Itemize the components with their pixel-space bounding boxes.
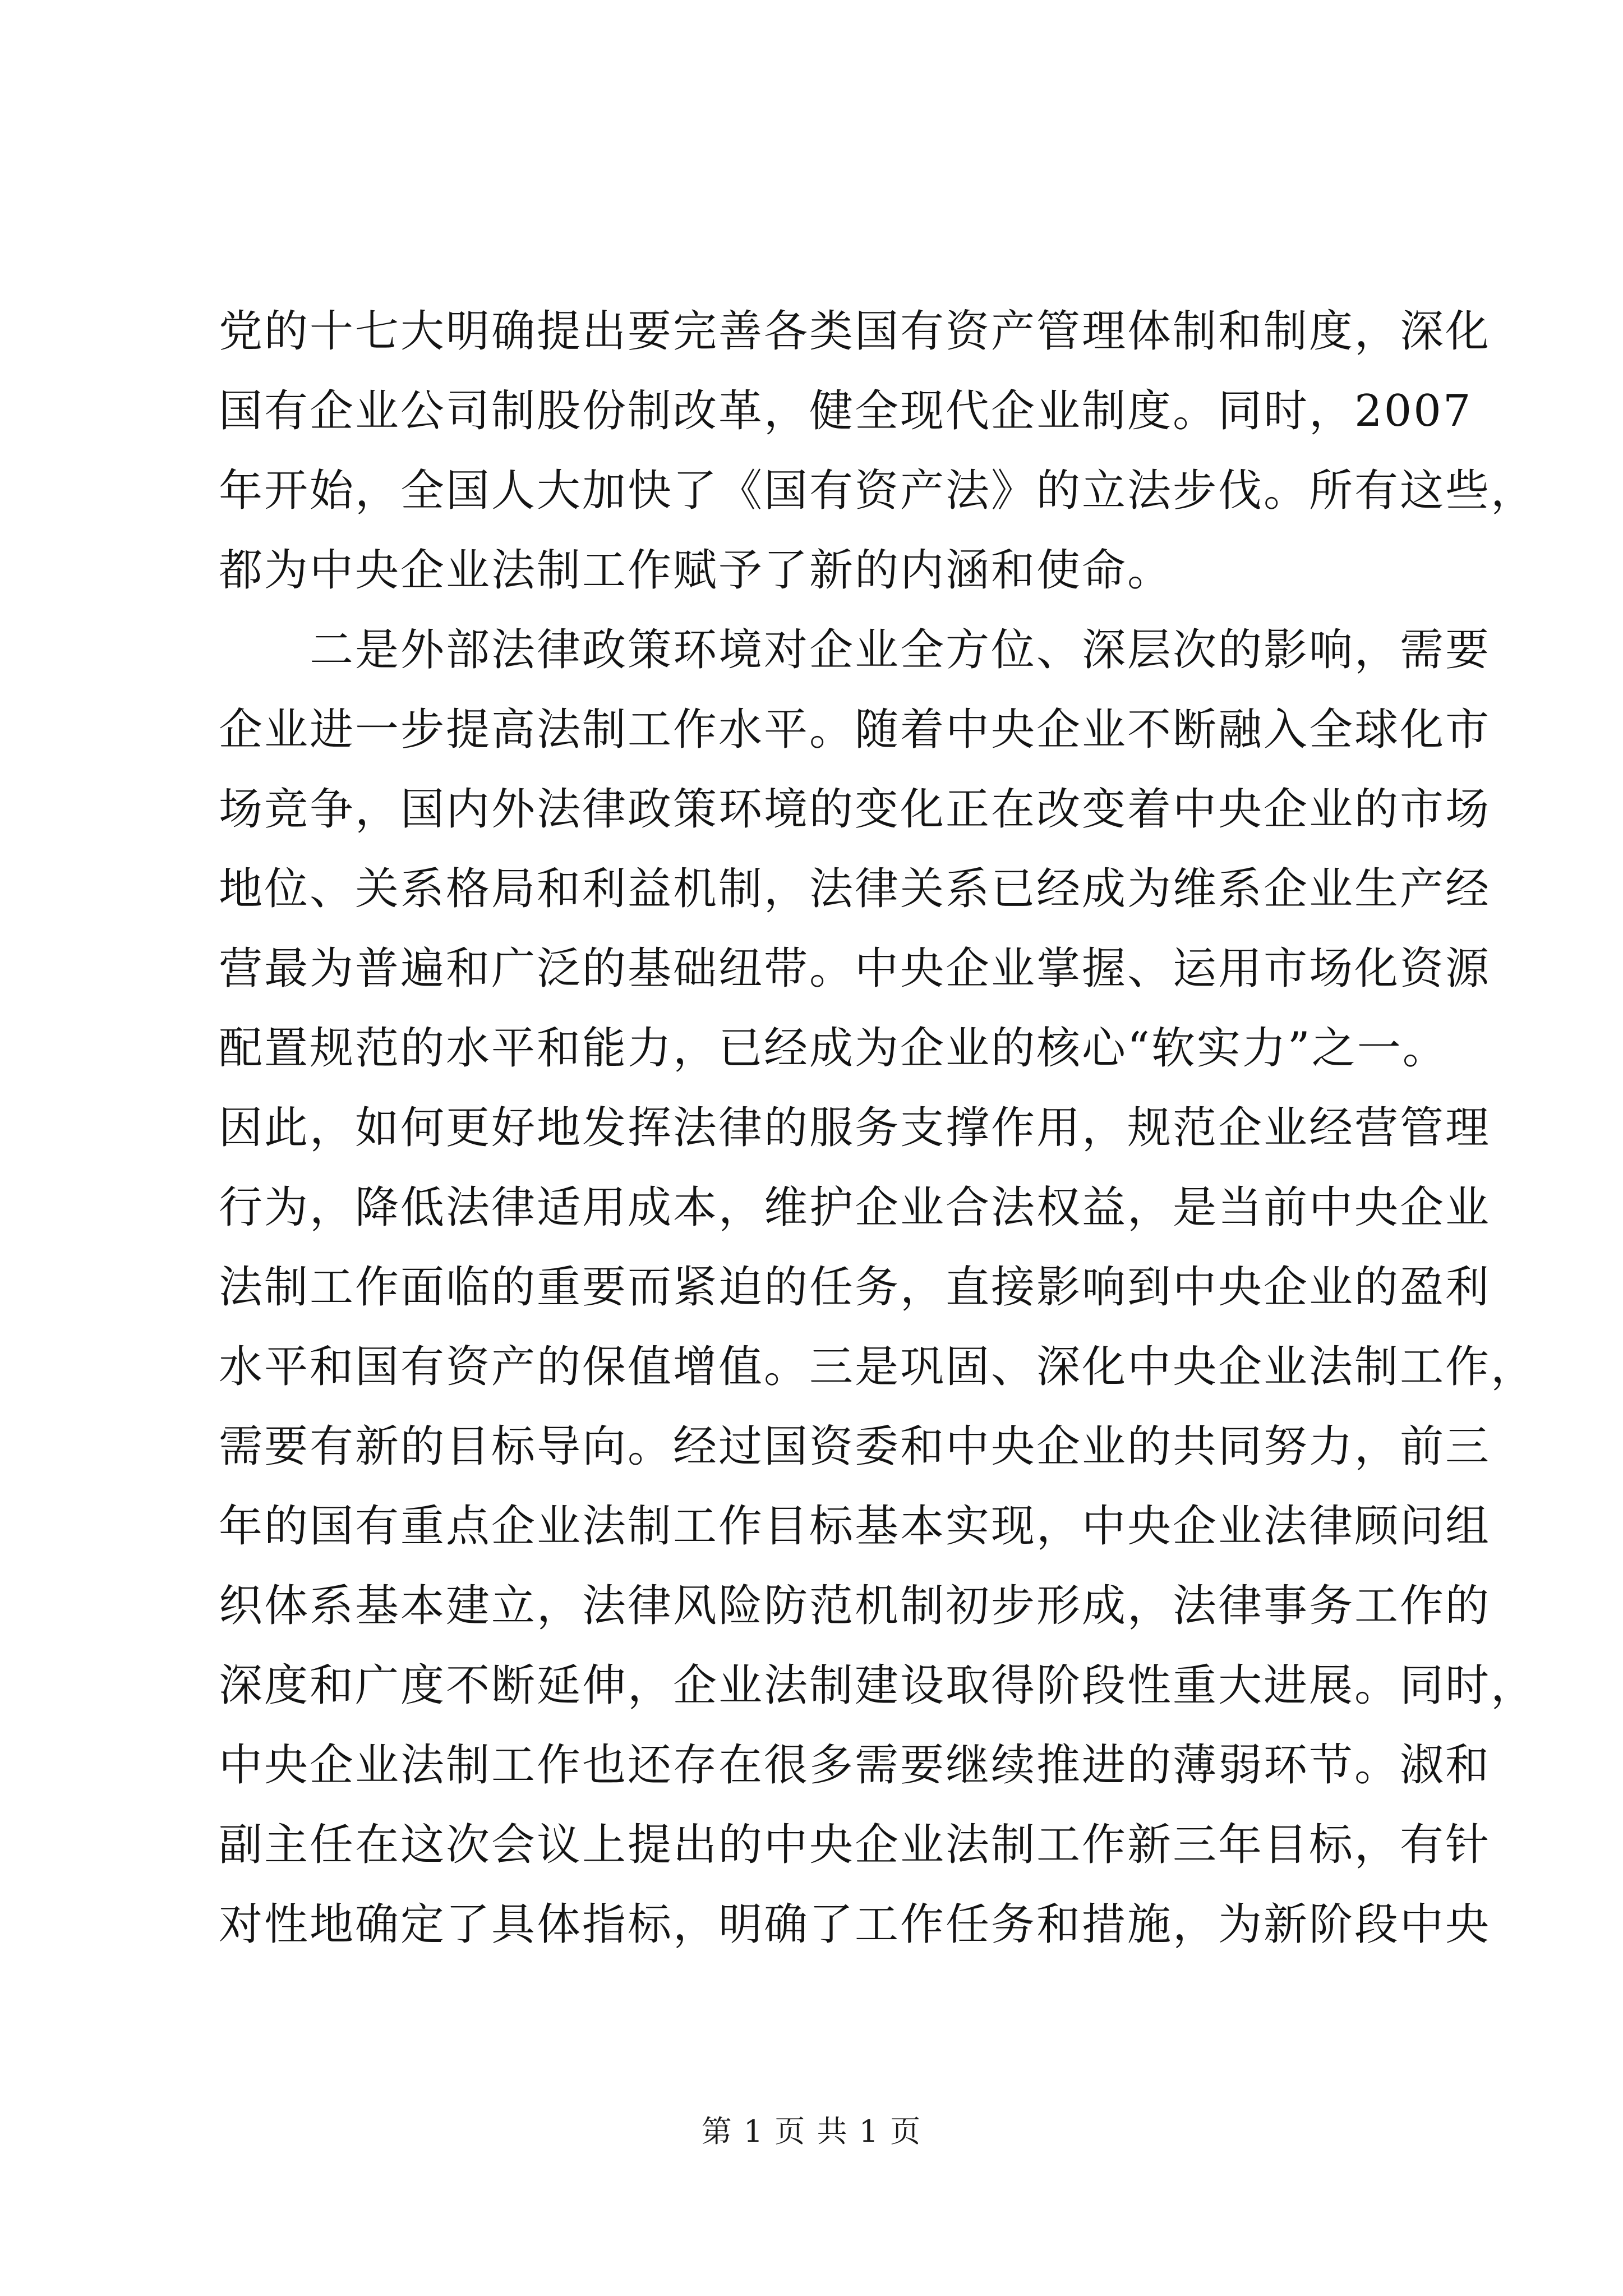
page-number-footer: 第 1 页 共 1 页 bbox=[701, 2114, 922, 2149]
text-line: 二是外部法律政策环境对企业全方位、深层次的影响，需要 bbox=[219, 625, 1491, 675]
text-line: 配置规范的水平和能力，已经成为企业的核心“软实力”之一。 bbox=[219, 1023, 1448, 1074]
text-line: 营最为普遍和广泛的基础纽带。中央企业掌握、运用市场化资源 bbox=[219, 944, 1491, 994]
text-line: 党的十七大明确提出要完善各类国有资产管理体制和制度，深化 bbox=[219, 306, 1491, 357]
text-line: 年的国有重点企业法制工作目标基本实现，中央企业法律顾问组 bbox=[219, 1501, 1491, 1552]
text-line: 因此，如何更好地发挥法律的服务支撑作用，规范企业经营管理 bbox=[219, 1103, 1491, 1153]
text-line: 需要有新的目标导向。经过国资委和中央企业的共同努力，前三 bbox=[219, 1421, 1491, 1472]
text-line: 地位、关系格局和利益机制，法律关系已经成为维系企业生产经 bbox=[219, 864, 1491, 914]
text-line: 行为，降低法律适用成本，维护企业合法权益，是当前中央企业 bbox=[219, 1182, 1491, 1233]
text-line: 法制工作面临的重要而紧迫的任务，直接影响到中央企业的盈利 bbox=[219, 1262, 1491, 1313]
body-text bbox=[219, 292, 1537, 1964]
text-line: 国有企业公司制股份制改革，健全现代企业制度。同时，2007 bbox=[219, 386, 1473, 436]
text-line: 副主任在这次会议上提出的中央企业法制工作新三年目标，有针 bbox=[219, 1820, 1491, 1870]
text-line: 年开始，全国人大加快了《国有资产法》的立法步伐。所有这些， bbox=[219, 466, 1537, 516]
text-line: 场竞争，国内外法律政策环境的变化正在改变着中央企业的市场 bbox=[219, 784, 1491, 835]
text-line: 企业进一步提高法制工作水平。随着中央企业不断融入全球化市 bbox=[219, 705, 1491, 755]
text-line: 织体系基本建立，法律风险防范机制初步形成，法律事务工作的 bbox=[219, 1581, 1491, 1631]
text-line: 中央企业法制工作也还存在很多需要继续推进的薄弱环节。淑和 bbox=[219, 1740, 1491, 1791]
text-line: 都为中央企业法制工作赋予了新的内涵和使命。 bbox=[219, 545, 1173, 596]
text-line: 对性地确定了具体指标，明确了工作任务和措施，为新阶段中央 bbox=[219, 1899, 1491, 1950]
text-line: 水平和国有资产的保值增值。三是巩固、深化中央企业法制工作， bbox=[219, 1342, 1537, 1392]
text-line: 深度和广度不断延伸，企业法制建设取得阶段性重大进展。同时， bbox=[219, 1660, 1537, 1711]
